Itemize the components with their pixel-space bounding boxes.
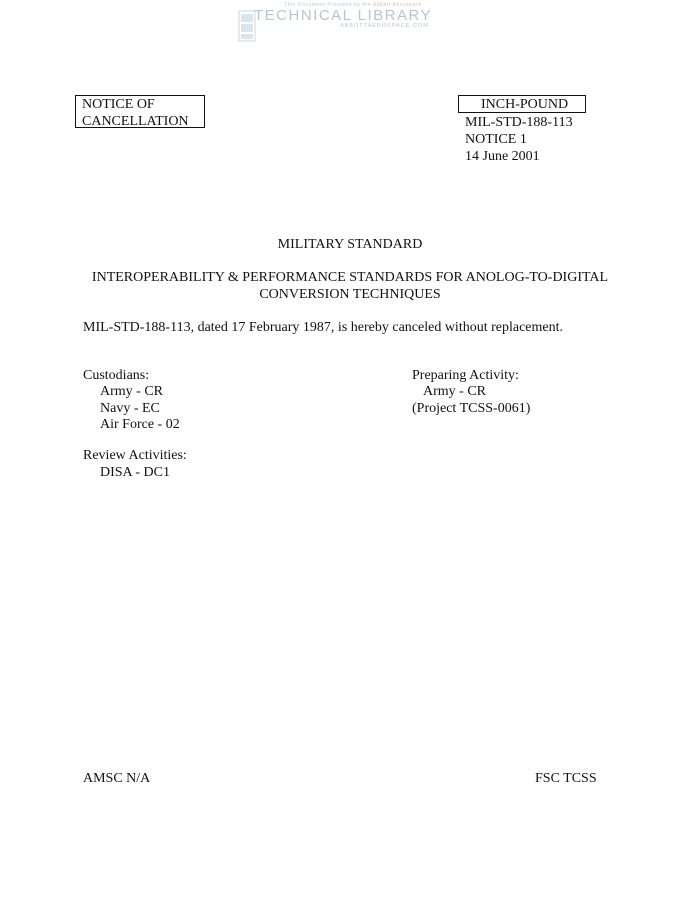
cancellation-statement: MIL-STD-188-113, dated 17 February 1987, is hereby canceled without replacement. (83, 320, 563, 335)
footer-amsc: AMSC N/A (83, 771, 151, 786)
watermark-url: ABBOTTAEROSPACE.COM (340, 23, 429, 29)
document-title-line-1: INTEROPERABILITY & PERFORMANCE STANDARDS FOR ANOLOG-TO-DIGITAL (91, 270, 609, 285)
custodian-item: Navy - EC (100, 401, 160, 416)
doc-id: MIL-STD-188-113 (465, 115, 573, 130)
document-heading: MILITARY STANDARD (277, 237, 423, 252)
watermark-brand-text: Abbott Aerospace (372, 2, 422, 8)
watermark-title: TECHNICAL LIBRARY (254, 7, 433, 24)
notice-number: NOTICE 1 (465, 132, 527, 147)
document-title-line-2: CONVERSION TECHNIQUES (259, 287, 441, 302)
review-activity-item: DISA - DC1 (100, 465, 171, 480)
notice-box-line-1: NOTICE OF (82, 97, 155, 112)
footer-fsc: FSC TCSS (535, 771, 597, 786)
preparing-activity-item: Army - CR (423, 384, 486, 399)
custodian-item: Air Force - 02 (100, 417, 180, 432)
review-activities-label: Review Activities: (83, 448, 187, 463)
notice-date: 14 June 2001 (465, 149, 540, 164)
watermark-provided-text: This Document Provided by the (284, 2, 372, 8)
notice-box-line-2: CANCELLATION (82, 114, 189, 129)
preparing-activity-project: (Project TCSS-0061) (412, 401, 531, 416)
inch-pound-label: INCH-POUND (481, 97, 569, 112)
preparing-activity-label: Preparing Activity: (412, 368, 519, 383)
custodian-item: Army - CR (100, 384, 163, 399)
custodians-label: Custodians: (83, 368, 150, 383)
